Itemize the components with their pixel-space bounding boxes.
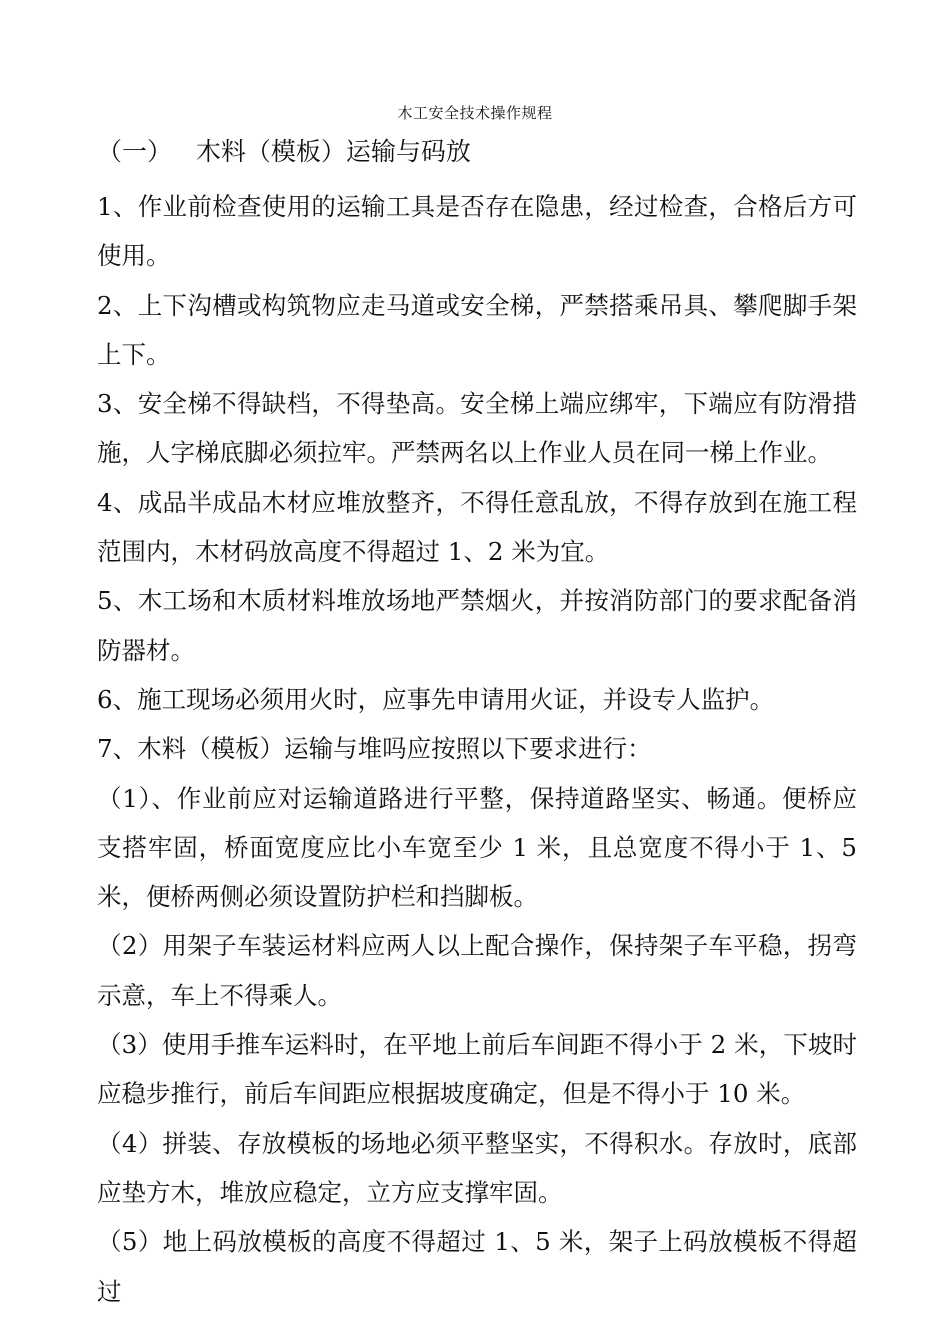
paragraph-7-3: （3）使用手推车运料时，在平地上前后车间距不得小于 2 米，下坡时应稳步推行，前后车间距应根据坡度确定，但是不得小于 10 米。 [97, 1030, 857, 1109]
paragraph-6: 6、施工现场必须用火时，应事先申请用火证，并设专人监护。 [97, 684, 775, 714]
paragraph-7-5: （5）地上码放模板的高度不得超过 1、5 米，架子上码放模板不得超过 [97, 1227, 857, 1306]
paragraph-7-2: （2）用架子车装运材料应两人以上配合操作，保持架子车平稳，拐弯示意，车上不得乘人。 [97, 931, 857, 1010]
document-title: 木工安全技术操作规程 [397, 104, 553, 122]
section-heading: （一） 木料（模板）运输与码放 [97, 137, 471, 166]
paragraph-2: 2、上下沟槽或构筑物应走马道或安全梯，严禁搭乘吊具、攀爬脚手架上下。 [97, 290, 857, 369]
paragraph-7-4: （4）拼装、存放模板的场地必须平整坚实，不得积水。存放时，底部应垫方木，堆放应稳定，立方应支撑牢固。 [97, 1128, 857, 1207]
paragraph-5: 5、木工场和木质材料堆放场地严禁烟火，并按消防部门的要求配备消防器材。 [97, 586, 857, 665]
paragraph-3: 3、安全梯不得缺档，不得垫高。安全梯上端应绑牢，下端应有防滑措施，人字梯底脚必须拉牢。严禁两名以上作业人员在同一梯上作业。 [97, 389, 857, 468]
paragraph-7: 7、木料（模板）运输与堆吗应按照以下要求进行： [97, 734, 652, 764]
paragraph-4: 4、成品半成品木材应堆放整齐，不得任意乱放，不得存放到在施工程范围内，木材码放高度不得超过 1、2 米为宜。 [97, 487, 857, 567]
document-body [97, 182, 857, 1316]
paragraph-7-1: （1）、作业前应对运输道路进行平整，保持道路坚实、畅通。便桥应支搭牢固，桥面宽度应比小车宽至少 1 米，且总宽度不得小于 1、5 米，便桥两侧必须设置防护栏和挡脚板。 [97, 783, 857, 912]
paragraph-1: 1、作业前检查使用的运输工具是否存在隐患，经过检查，合格后方可使用。 [97, 192, 857, 271]
